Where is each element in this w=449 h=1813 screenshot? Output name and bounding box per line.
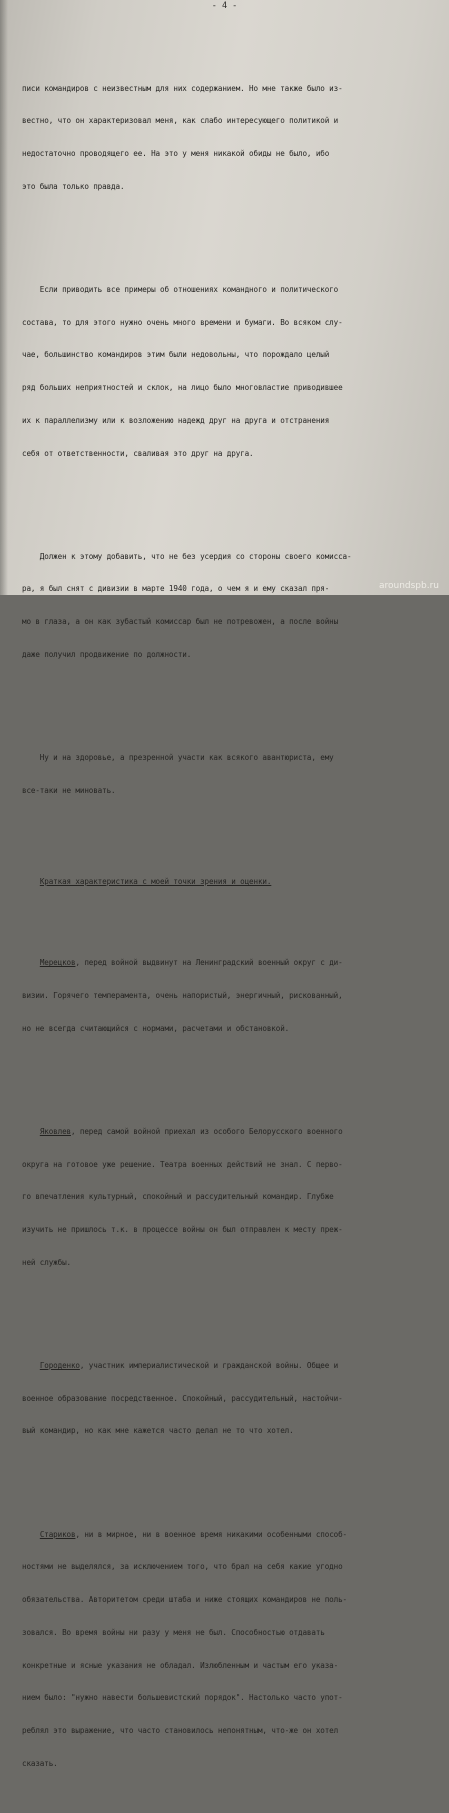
paragraph: [22, 263, 440, 481]
text-line: реблял это выражение, что часто становилось непонятным, что-же он хотел: [22, 1725, 339, 1735]
section-heading: Краткая характеристика с моей точки зрения и оценки.: [39, 877, 272, 887]
text-line: зовался. Во время войны ни разу у меня не был. Способностью отдавать: [22, 1627, 325, 1637]
text-line: Если приводить все примеры об отношениях командного и политического: [22, 284, 339, 294]
text-line: вый командир, но как мне кажется часто делал не то что хотел.: [22, 1426, 294, 1436]
text-line: состава, то для этого нужно очень много времени и бумаги. Во всяком слу-: [22, 317, 343, 327]
person-name: Городенко: [39, 1361, 80, 1371]
text-line: обязательства. Авторитетом среди штаба и ниже стоящих командиров не поль-: [22, 1595, 347, 1605]
text-line: сказать.: [22, 1758, 58, 1768]
paragraph: [22, 731, 440, 818]
text-line: это была только правда.: [22, 181, 125, 191]
text-line: ностями не выделялся, за исключением того, что брал на себя какие угодно: [22, 1562, 343, 1572]
entry-starikov: [22, 1508, 440, 1792]
paragraph: [22, 62, 440, 215]
text-line: даже получил продвижение по должности.: [22, 649, 192, 659]
text-line: округа на готовое уже решение. Театра военных действий не знал. С перво-: [22, 1159, 343, 1169]
text-line: визии. Горячего темперамента, очень напористый, энергичный, рискованный,: [22, 991, 343, 1001]
text-line: Стариков, ни в мирное, ни в военное время никакими особенными способ-: [39, 1529, 347, 1539]
document-body: [22, 40, 440, 1813]
text-line: изучить не пришлось т.к. в процессе войны он был отправлен к месту преж-: [22, 1225, 343, 1235]
text-line: мо в глаза, а он как зубастый комиссар был не потревожен, а после войны: [22, 617, 339, 627]
entry-yakovlev: [22, 1105, 440, 1290]
text-line: Ну и на здоровье, а презренной участи как всякого авантюриста, ему: [22, 753, 334, 762]
text-line: нием было: "нужно навести большевистский порядок". Настолько часто упот-: [22, 1693, 343, 1703]
person-name: Мерецков: [39, 958, 76, 968]
text-line: писи командиров с неизвестным для них содержанием. Но мне также было из-: [22, 83, 343, 93]
text-line: го впечатления культурный, спокойный и рассудительный командир. Глубже: [22, 1192, 334, 1202]
watermark-text: aroundspb.ru: [378, 581, 439, 591]
text-line: чае, большинство командиров этим были недовольны, что порождало целый: [22, 350, 330, 360]
text-line: но не всегда считающийся с нормами, расчетами и обстановкой.: [22, 1023, 290, 1033]
entry-gorodenko: [22, 1339, 440, 1459]
text-line: Должен к этому добавить, что не без усердия со стороны своего комисса-: [22, 551, 352, 561]
entry-merecкov: [22, 937, 440, 1057]
text-line: ра, я был снят с дивизии в марте 1940 года, о чем я и ему сказал пря-: [22, 584, 330, 594]
text-line: ряд больших неприятностей и склок, на лицо было многовластие приводившее: [22, 383, 343, 393]
person-name: Яковлев: [39, 1127, 71, 1136]
paragraph: [22, 530, 440, 683]
text-line: Яковлев, перед самой войной приехал из особого Белорусского военного: [39, 1127, 343, 1136]
page-number: - 4 -: [211, 1, 238, 11]
text-line: все-таки не миновать.: [22, 785, 116, 795]
page-edge-shadow: [0, 0, 8, 595]
text-line: вестно, что он характеризовал меня, как слабо интересующего политикой и: [22, 116, 339, 126]
text-line: Мерецков, перед войной выдвинут на Ленинградский военный округ с ди-: [39, 958, 343, 968]
text-line: недостаточно проводящего ее. На это у меня никакой обиды не было, ибо: [22, 149, 330, 159]
person-name: Стариков: [39, 1529, 76, 1539]
text-line: военное образование посредственное. Спокойный, рассудительный, настойчи-: [22, 1393, 343, 1403]
text-line: себя от ответственности, сваливая это друг на друга.: [22, 448, 254, 458]
text-line: их к параллелизму или к возложению надежд друг на друга и отстранения: [22, 415, 330, 425]
text-line: конкретные и ясные указания не обладал. Излюбленным и частым его указа-: [22, 1660, 339, 1670]
text-line: ней службы.: [22, 1257, 71, 1267]
text-line: Городенко, участник империалистической и гражданской войны. Общее и: [39, 1361, 339, 1371]
